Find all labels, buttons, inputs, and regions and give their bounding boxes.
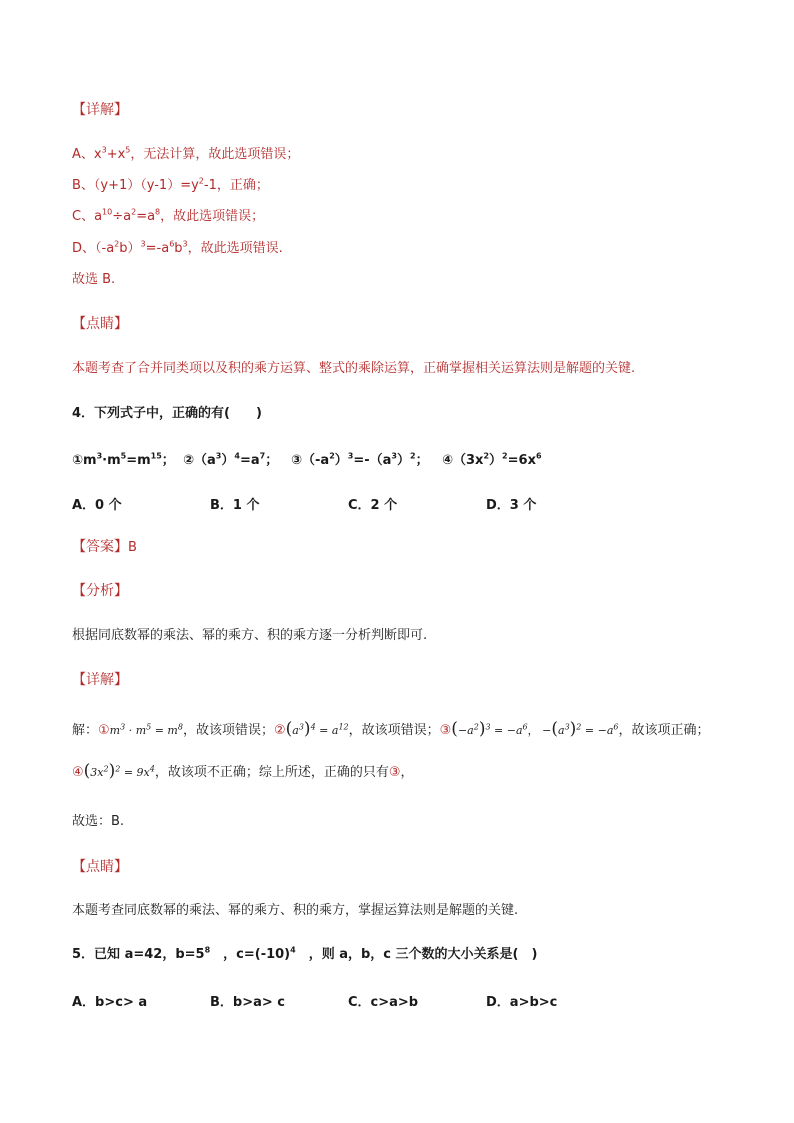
q4-item-2: $②(a^3)^4=a^7$； bbox=[183, 451, 279, 468]
question-5-title: 5．已知 a=42，$b=5^8$ ，$c=(-10)^4$ ，则 a，b，c 三个数的大小关系是( ) bbox=[72, 945, 538, 962]
q4-item-1: $①m^3\cdot m^5=m^{15}$； bbox=[72, 451, 175, 468]
answer-heading: 【答案】 bbox=[72, 539, 128, 555]
choose-answer: 故选 B. bbox=[72, 272, 116, 287]
solution-line-c: C、$a^{10}\div a^2=a^8$，故此选项错误； bbox=[72, 207, 265, 224]
q4-option-d: D．3 个 bbox=[486, 498, 537, 513]
analysis-heading: 【分析】 bbox=[72, 583, 128, 599]
q4-option-c: C．2 个 bbox=[348, 498, 398, 513]
detail-line-2: $④(3x^2)^2 = 9x^4$，故该项不正确；综上所述，正确的只有③， bbox=[72, 761, 414, 781]
solution-line-b: B、$(y+1)(y-1)=y^2-1$，正确； bbox=[72, 176, 269, 193]
analysis-text: 根据同底数幂的乘法、幂的乘方、积的乘方逐一分析判断即可. bbox=[72, 628, 428, 643]
point-heading: 【点睛】 bbox=[72, 316, 128, 332]
q4-item-4: $④(3x^2)^2=6x^6$ bbox=[442, 451, 542, 468]
q4-option-b: B．1 个 bbox=[210, 498, 260, 513]
point-text: 本题考查了合并同类项以及积的乘方运算、整式的乘除运算，正确掌握相关运算法则是解题的关键. bbox=[72, 361, 636, 376]
detail-heading: 【详解】 bbox=[72, 102, 128, 118]
q5-option-c: C．c>a>b bbox=[348, 995, 419, 1010]
point-heading-q4: 【点睛】 bbox=[72, 859, 128, 875]
solution-line-d: D、$(-a^2b)^3=-a^6b^3$，故此选项错误. bbox=[72, 239, 283, 256]
detail-heading-q4: 【详解】 bbox=[72, 672, 128, 688]
q4-option-a: A．0 个 bbox=[72, 498, 122, 513]
answer-line bbox=[72, 538, 137, 557]
question-4-title: 4．下列式子中，正确的有( ) bbox=[72, 406, 262, 421]
q4-item-3: $③(-a^2)^3=-(a^3)^2$； bbox=[291, 451, 429, 468]
q5-option-b: B．b>a> c bbox=[210, 995, 286, 1010]
solution-line-a: A、$x^3+x^5$，无法计算，故此选项错误； bbox=[72, 145, 300, 162]
point-text-q4: 本题考查同底数幂的乘法、幂的乘方、积的乘方，掌握运算法则是解题的关键. bbox=[72, 903, 519, 918]
choose-answer-q4: 故选：B. bbox=[72, 814, 125, 829]
detail-line-1: 解：$①m^3 \cdot m^5 = m^8$，故该项错误；$②(a^3)^4 = a^{12}$，故该项错误；$③(-a^2)^3 = -a^6$， $-(a^3)^2 = -a^6$，故该项正确； bbox=[72, 719, 710, 739]
q5-option-a: A．b>c> a bbox=[72, 995, 148, 1010]
q5-option-d: D．a>b>c bbox=[486, 995, 558, 1010]
answer-value: B bbox=[128, 540, 137, 555]
